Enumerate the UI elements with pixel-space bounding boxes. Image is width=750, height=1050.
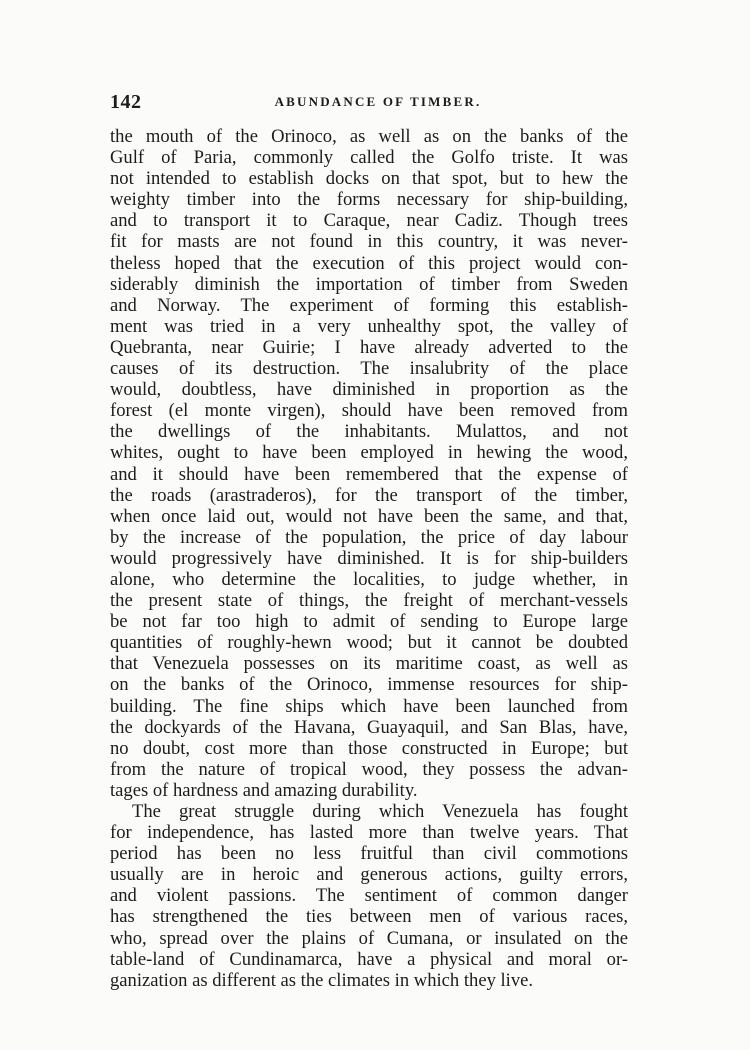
- text-line: would, doubtless, have diminished in proportion as the: [110, 379, 628, 401]
- text-line: when once laid out, would not have been the same, and that,: [110, 505, 628, 527]
- text-line: be not far too high to admit of sending to Europe large: [110, 611, 628, 633]
- text-line: the roads (arastraderos), for the transport of the timber,: [110, 484, 628, 506]
- text-line: the dwellings of the inhabitants. Mulattos, and not: [110, 421, 628, 443]
- text-line: table-land of Cundinamarca, have a physical and moral or-: [110, 948, 628, 970]
- text-line: that Venezuela possesses on its maritime coast, as well as: [110, 653, 628, 675]
- text-line: tages of hardness and amazing durability.: [110, 779, 418, 801]
- text-line: and Norway. The experiment of forming this establish-: [110, 294, 628, 316]
- text-line: ment was tried in a very unhealthy spot, the valley of: [110, 315, 628, 337]
- text-line: ganization as different as the climates in which they live.: [110, 969, 534, 991]
- text-line: alone, who determine the localities, to judge whether, in: [110, 568, 628, 590]
- text-line: for independence, has lasted more than twelve years. That: [110, 822, 628, 844]
- paragraph: [110, 126, 628, 801]
- text-line: the dockyards of the Havana, Guayaquil, and San Blas, have,: [110, 716, 628, 738]
- text-line: forest (el monte virgen), should have been removed from: [110, 400, 628, 422]
- text-line: period has been no less fruitful than civil commotions: [110, 843, 628, 865]
- text-line: weighty timber into the forms necessary for ship-building,: [110, 189, 628, 211]
- text-line: who, spread over the plains of Cumana, or insulated on the: [110, 927, 628, 949]
- page-header: [110, 91, 628, 115]
- text-line: the present state of things, the freight of merchant-vessels: [110, 590, 628, 612]
- text-line: no doubt, cost more than those constructed in Europe; but: [110, 737, 628, 759]
- text-line: and it should have been remembered that the expense of: [110, 463, 628, 485]
- text-line: not intended to establish docks on that spot, but to hew the: [110, 168, 628, 190]
- text-line: would progressively have diminished. It is for ship-builders: [110, 547, 628, 569]
- running-title: ABUNDANCE OF TIMBER.: [274, 94, 482, 109]
- text-line: causes of its destruction. The insalubrity of the place: [110, 358, 628, 380]
- text-line: Gulf of Paria, commonly called the Golfo triste. It was: [110, 147, 628, 169]
- text-line: theless hoped that the execution of this project would con-: [110, 252, 628, 274]
- text-line: fit for masts are not found in this country, it was never-: [110, 231, 628, 253]
- page-number: 142: [110, 91, 142, 113]
- body-text: [110, 126, 628, 991]
- text-line: The great struggle during which Venezuela has fought: [132, 801, 628, 822]
- text-line: usually are in heroic and generous actions, guilty errors,: [110, 864, 628, 886]
- text-line: and violent passions. The sentiment of common danger: [110, 885, 628, 907]
- text-line: and to transport it to Caraque, near Cadiz. Though trees: [110, 210, 628, 232]
- text-line: by the increase of the population, the price of day labour: [110, 526, 628, 548]
- text-line: the mouth of the Orinoco, as well as on the banks of the: [110, 126, 628, 147]
- text-line: from the nature of tropical wood, they possess the advan-: [110, 758, 628, 780]
- text-line: on the banks of the Orinoco, immense resources for ship-: [110, 674, 628, 696]
- text-line: building. The fine ships which have been launched from: [110, 695, 628, 717]
- text-line: quantities of roughly-hewn wood; but it cannot be doubted: [110, 632, 628, 654]
- text-line: whites, ought to have been employed in hewing the wood,: [110, 442, 628, 464]
- paragraph: [110, 801, 628, 991]
- text-line: has strengthened the ties between men of various races,: [110, 906, 628, 928]
- text-line: siderably diminish the importation of timber from Sweden: [110, 273, 628, 295]
- text-line: Quebranta, near Guirie; I have already adverted to the: [110, 336, 628, 358]
